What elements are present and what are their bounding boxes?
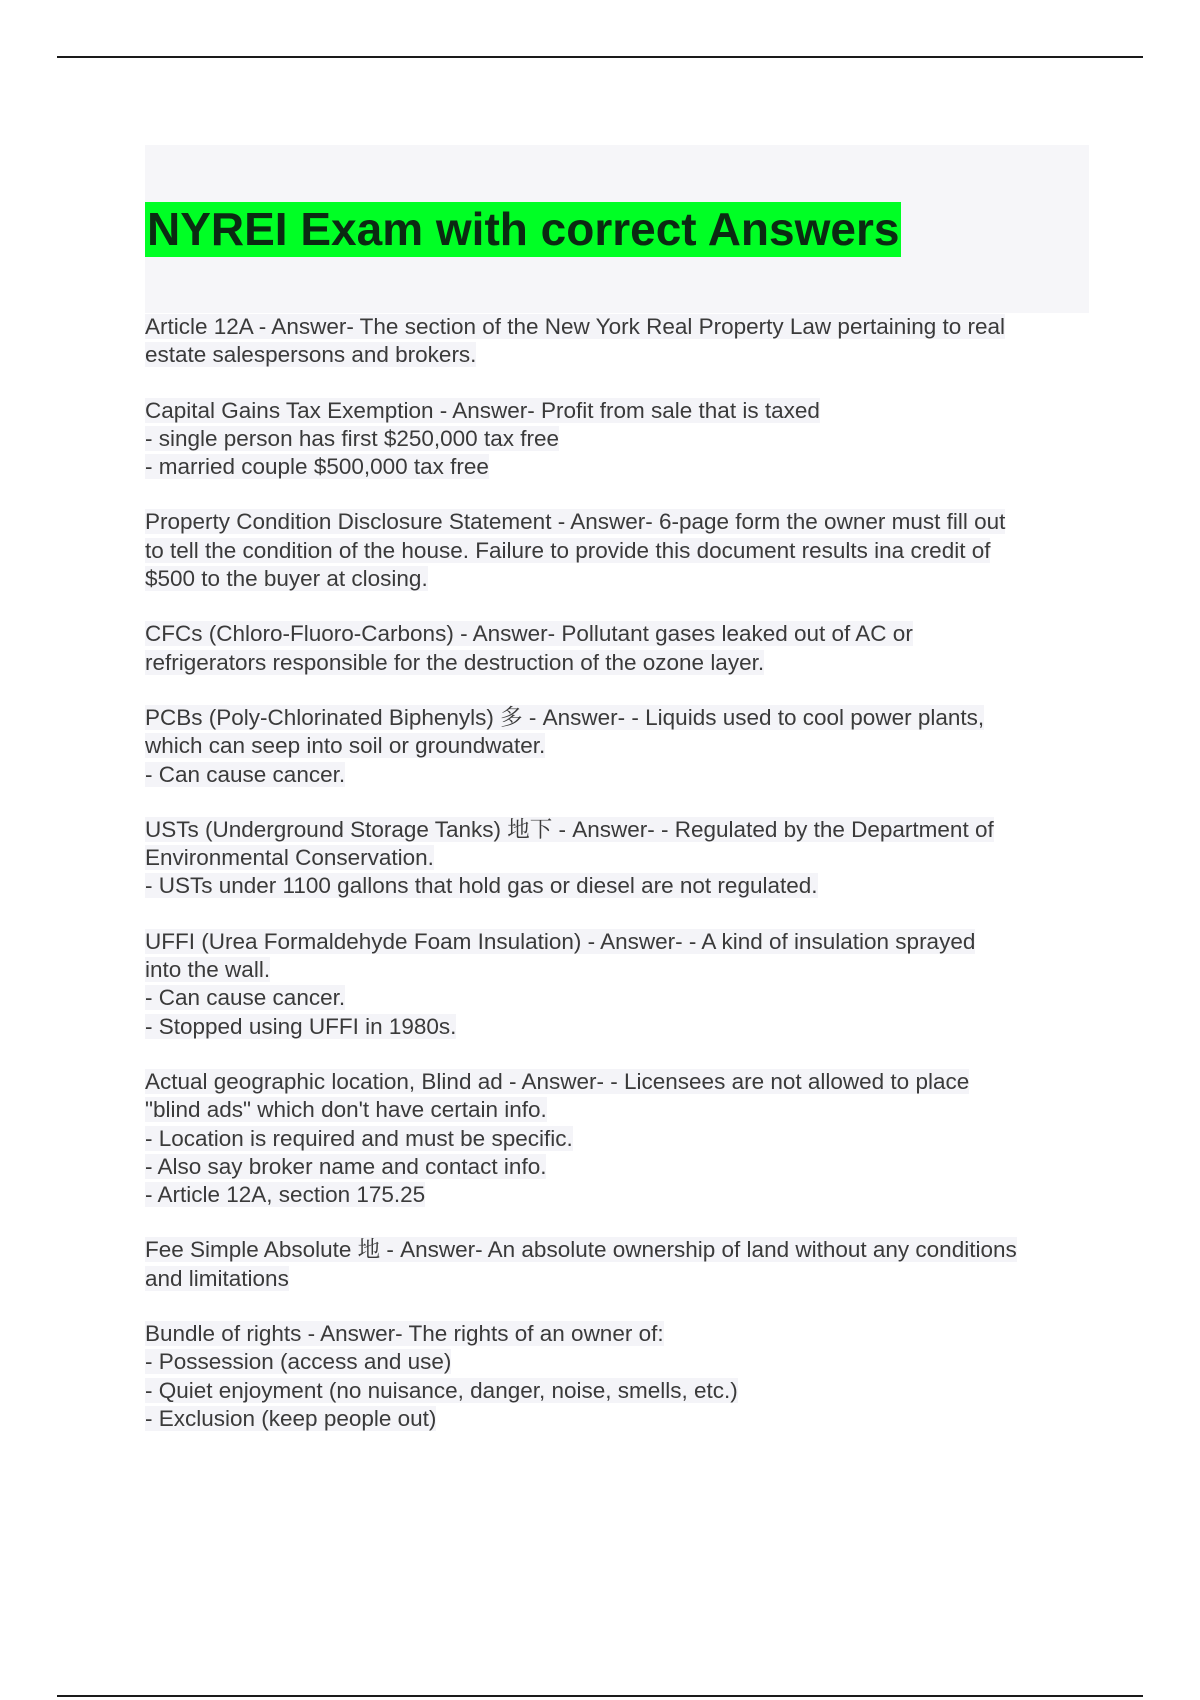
qa-entry-text: Environmental Conservation. xyxy=(145,845,434,871)
qa-entry-answer-line xyxy=(145,984,1090,1012)
page-title: NYREI Exam with correct Answers xyxy=(147,203,900,255)
qa-entry-text: into the wall. xyxy=(145,957,271,983)
qa-entry-text: Article 12A - Answer- The section of the New York Real Property Law pertaining to real xyxy=(145,314,1006,339)
qa-entry-answer-line xyxy=(145,1125,1090,1153)
qa-entry-answer-line xyxy=(145,761,1090,789)
qa-entry-text: - married couple $500,000 tax free xyxy=(145,454,489,480)
qa-entry-answer-line xyxy=(145,453,1090,481)
qa-entry-text: - Quiet enjoyment (no nuisance, danger, noise, smells, etc.) xyxy=(145,1377,738,1403)
qa-entry-answer-line xyxy=(145,1405,1090,1433)
qa-entry-term-line xyxy=(145,1236,1090,1264)
qa-entry xyxy=(145,313,1090,370)
qa-entry-text: CFCs (Chloro-Fluoro-Carbons) - Answer- Pollutant gases leaked out of AC or xyxy=(145,621,913,647)
qa-entry-text: "blind ads" which don't have certain info. xyxy=(145,1097,547,1123)
qa-entry-text: USTs (Underground Storage Tanks) 地下 - Answer- - Regulated by the Department of xyxy=(145,816,994,842)
qa-entry-answer-line xyxy=(145,732,1090,760)
qa-entry-answer-line xyxy=(145,425,1090,453)
qa-entry-text: - Also say broker name and contact info. xyxy=(145,1153,547,1179)
qa-entry-text: refrigerators responsible for the destruction of the ozone layer. xyxy=(145,649,765,675)
qa-entry-term-line xyxy=(145,313,1090,341)
qa-entry-answer-line xyxy=(145,1013,1090,1041)
qa-entry-text: Actual geographic location, Blind ad - Answer- - Licensees are not allowed to place xyxy=(145,1068,970,1094)
qa-list xyxy=(145,313,1090,1460)
qa-entry-term-line xyxy=(145,816,1090,844)
qa-entry-text: Property Condition Disclosure Statement - Answer- 6-page form the owner must fill out xyxy=(145,509,1006,535)
qa-entry xyxy=(145,704,1090,789)
qa-entry-text: which can seep into soil or groundwater. xyxy=(145,733,546,759)
qa-entry-answer-line xyxy=(145,565,1090,593)
qa-entry-text: - Can cause cancer. xyxy=(145,985,346,1011)
qa-entry-answer-line xyxy=(145,649,1090,677)
qa-entry-answer-line xyxy=(145,1377,1090,1405)
qa-entry-text: and limitations xyxy=(145,1265,289,1291)
qa-entry-answer-line xyxy=(145,1348,1090,1376)
qa-entry xyxy=(145,928,1090,1041)
qa-entry-answer-line xyxy=(145,1096,1090,1124)
qa-entry-text: - Article 12A, section 175.25 xyxy=(145,1182,426,1208)
qa-entry-term-line xyxy=(145,928,1090,956)
qa-entry-text: - Stopped using UFFI in 1980s. xyxy=(145,1013,457,1039)
qa-entry-answer-line xyxy=(145,1181,1090,1209)
qa-entry-answer-line xyxy=(145,341,1090,369)
qa-entry-text: estate salespersons and brokers. xyxy=(145,342,477,368)
qa-entry-text: - Can cause cancer. xyxy=(145,761,346,787)
qa-entry xyxy=(145,1320,1090,1433)
top-divider xyxy=(57,56,1143,58)
qa-entry-text: - Possession (access and use) xyxy=(145,1349,452,1375)
qa-entry-text: UFFI (Urea Formaldehyde Foam Insulation) - Answer- - A kind of insulation sprayed xyxy=(145,928,976,954)
qa-entry-term-line xyxy=(145,508,1090,536)
qa-entry-text: Capital Gains Tax Exemption - Answer- Profit from sale that is taxed xyxy=(145,397,820,423)
qa-entry-answer-line xyxy=(145,537,1090,565)
qa-entry-answer-line xyxy=(145,872,1090,900)
qa-entry-text: Fee Simple Absolute 地 - Answer- An absolute ownership of land without any conditions xyxy=(145,1237,1017,1263)
qa-entry xyxy=(145,620,1090,677)
qa-entry-text: Bundle of rights - Answer- The rights of an owner of: xyxy=(145,1321,664,1347)
qa-entry-text: $500 to the buyer at closing. xyxy=(145,566,428,592)
qa-entry-term-line xyxy=(145,1320,1090,1348)
qa-entry-text: - Exclusion (keep people out) xyxy=(145,1405,437,1431)
qa-entry xyxy=(145,1068,1090,1209)
qa-entry-term-line xyxy=(145,1068,1090,1096)
qa-entry-text: - single person has first $250,000 tax free xyxy=(145,425,559,451)
qa-entry-text: - Location is required and must be specific. xyxy=(145,1125,573,1151)
qa-entry-answer-line xyxy=(145,956,1090,984)
qa-entry-term-line xyxy=(145,704,1090,732)
bottom-divider xyxy=(57,1695,1143,1697)
qa-entry-answer-line xyxy=(145,1153,1090,1181)
qa-entry-answer-line xyxy=(145,844,1090,872)
qa-entry-text: to tell the condition of the house. Failure to provide this document results ina credit of xyxy=(145,537,991,563)
qa-entry-answer-line xyxy=(145,1265,1090,1293)
qa-entry xyxy=(145,508,1090,593)
qa-entry-term-line xyxy=(145,397,1090,425)
qa-entry xyxy=(145,397,1090,482)
qa-entry xyxy=(145,816,1090,901)
qa-entry xyxy=(145,1236,1090,1293)
qa-entry-text: - USTs under 1100 gallons that hold gas or diesel are not regulated. xyxy=(145,873,818,899)
qa-entry-text: PCBs (Poly-Chlorinated Biphenyls) 多 - Answer- - Liquids used to cool power plants, xyxy=(145,704,985,730)
qa-entry-term-line xyxy=(145,620,1090,648)
